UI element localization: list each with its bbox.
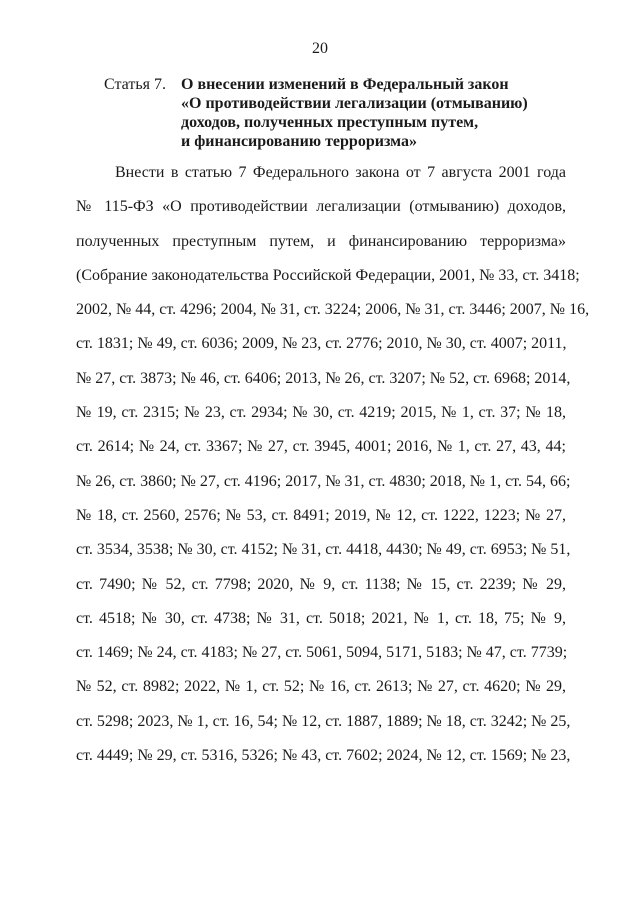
article-title-line: «О противодействии легализации (отмыванию) — [181, 95, 528, 112]
body-line: № 19, ст. 2315; № 23, ст. 2934; № 30, ст. 4219; 2015, № 1, ст. 37; № 18, — [76, 404, 566, 422]
body-line: № 52, ст. 8982; 2022, № 1, ст. 52; № 16, ст. 2613; № 27, ст. 4620; № 29, — [76, 678, 566, 696]
body-line: 2002, № 44, ст. 4296; 2004, № 31, ст. 3224; 2006, № 31, ст. 3446; 2007, № 16, — [76, 301, 590, 319]
body-line: № 18, ст. 2560, 2576; № 53, ст. 8491; 2019, № 12, ст. 1222, 1223; № 27, — [76, 506, 566, 524]
body-line: ст. 4449; № 29, ст. 5316, 5326; № 43, ст. 7602; 2024, № 12, ст. 1569; № 23, — [76, 747, 571, 765]
body-line: ст. 5298; 2023, № 1, ст. 16, 54; № 12, ст. 1887, 1889; № 18, ст. 3242; № 25, — [76, 712, 571, 730]
body-line: ст. 1469; № 24, ст. 4183; № 27, ст. 5061, 5094, 5171, 5183; № 47, ст. 7739; — [76, 644, 568, 662]
page-number: 20 — [312, 40, 328, 57]
body-line: ст. 4518; № 30, ст. 4738; № 31, ст. 5018; 2021, № 1, ст. 18, 75; № 9, — [76, 609, 566, 627]
body-line: № 26, ст. 3860; № 27, ст. 4196; 2017, № 31, ст. 4830; 2018, № 1, ст. 54, 66; — [76, 472, 571, 490]
body-line: № 27, ст. 3873; № 46, ст. 6406; 2013, № 26, ст. 3207; № 52, ст. 6968; 2014, — [76, 369, 571, 387]
body-line: (Собрание законодательства Российской Федерации, 2001, № 33, ст. 3418; — [76, 266, 580, 284]
body-line: ст. 1831; № 49, ст. 6036; 2009, № 23, ст. 2776; 2010, № 30, ст. 4007; 2011, — [76, 335, 567, 353]
article-title — [181, 75, 574, 151]
body-line: ст. 7490; № 52, ст. 7798; 2020, № 9, ст. 1138; № 15, ст. 2239; № 29, — [76, 575, 566, 593]
article-heading — [104, 75, 574, 151]
article-title-line: О внесении изменений в Федеральный закон — [181, 76, 509, 93]
body-line: Внести в статью 7 Федерального закона от 7 августа 2001 года — [115, 164, 566, 181]
body-line: полученных преступным путем, и финансированию терроризма» — [76, 232, 566, 250]
body-line: № 115-ФЗ «О противодействии легализации (отмыванию) доходов, — [76, 198, 566, 216]
body-line: ст. 3534, 3538; № 30, ст. 4152; № 31, ст. 4418, 4430; № 49, ст. 6953; № 51, — [76, 541, 571, 559]
article-label: Статья 7. — [104, 76, 166, 93]
body-paragraph — [76, 164, 590, 782]
article-title-line: и финансированию терроризма» — [181, 133, 417, 150]
article-title-line: доходов, полученных преступным путем, — [181, 114, 479, 131]
body-line: ст. 2614; № 24, ст. 3367; № 27, ст. 3945, 4001; 2016, № 1, ст. 27, 43, 44; — [76, 438, 566, 456]
